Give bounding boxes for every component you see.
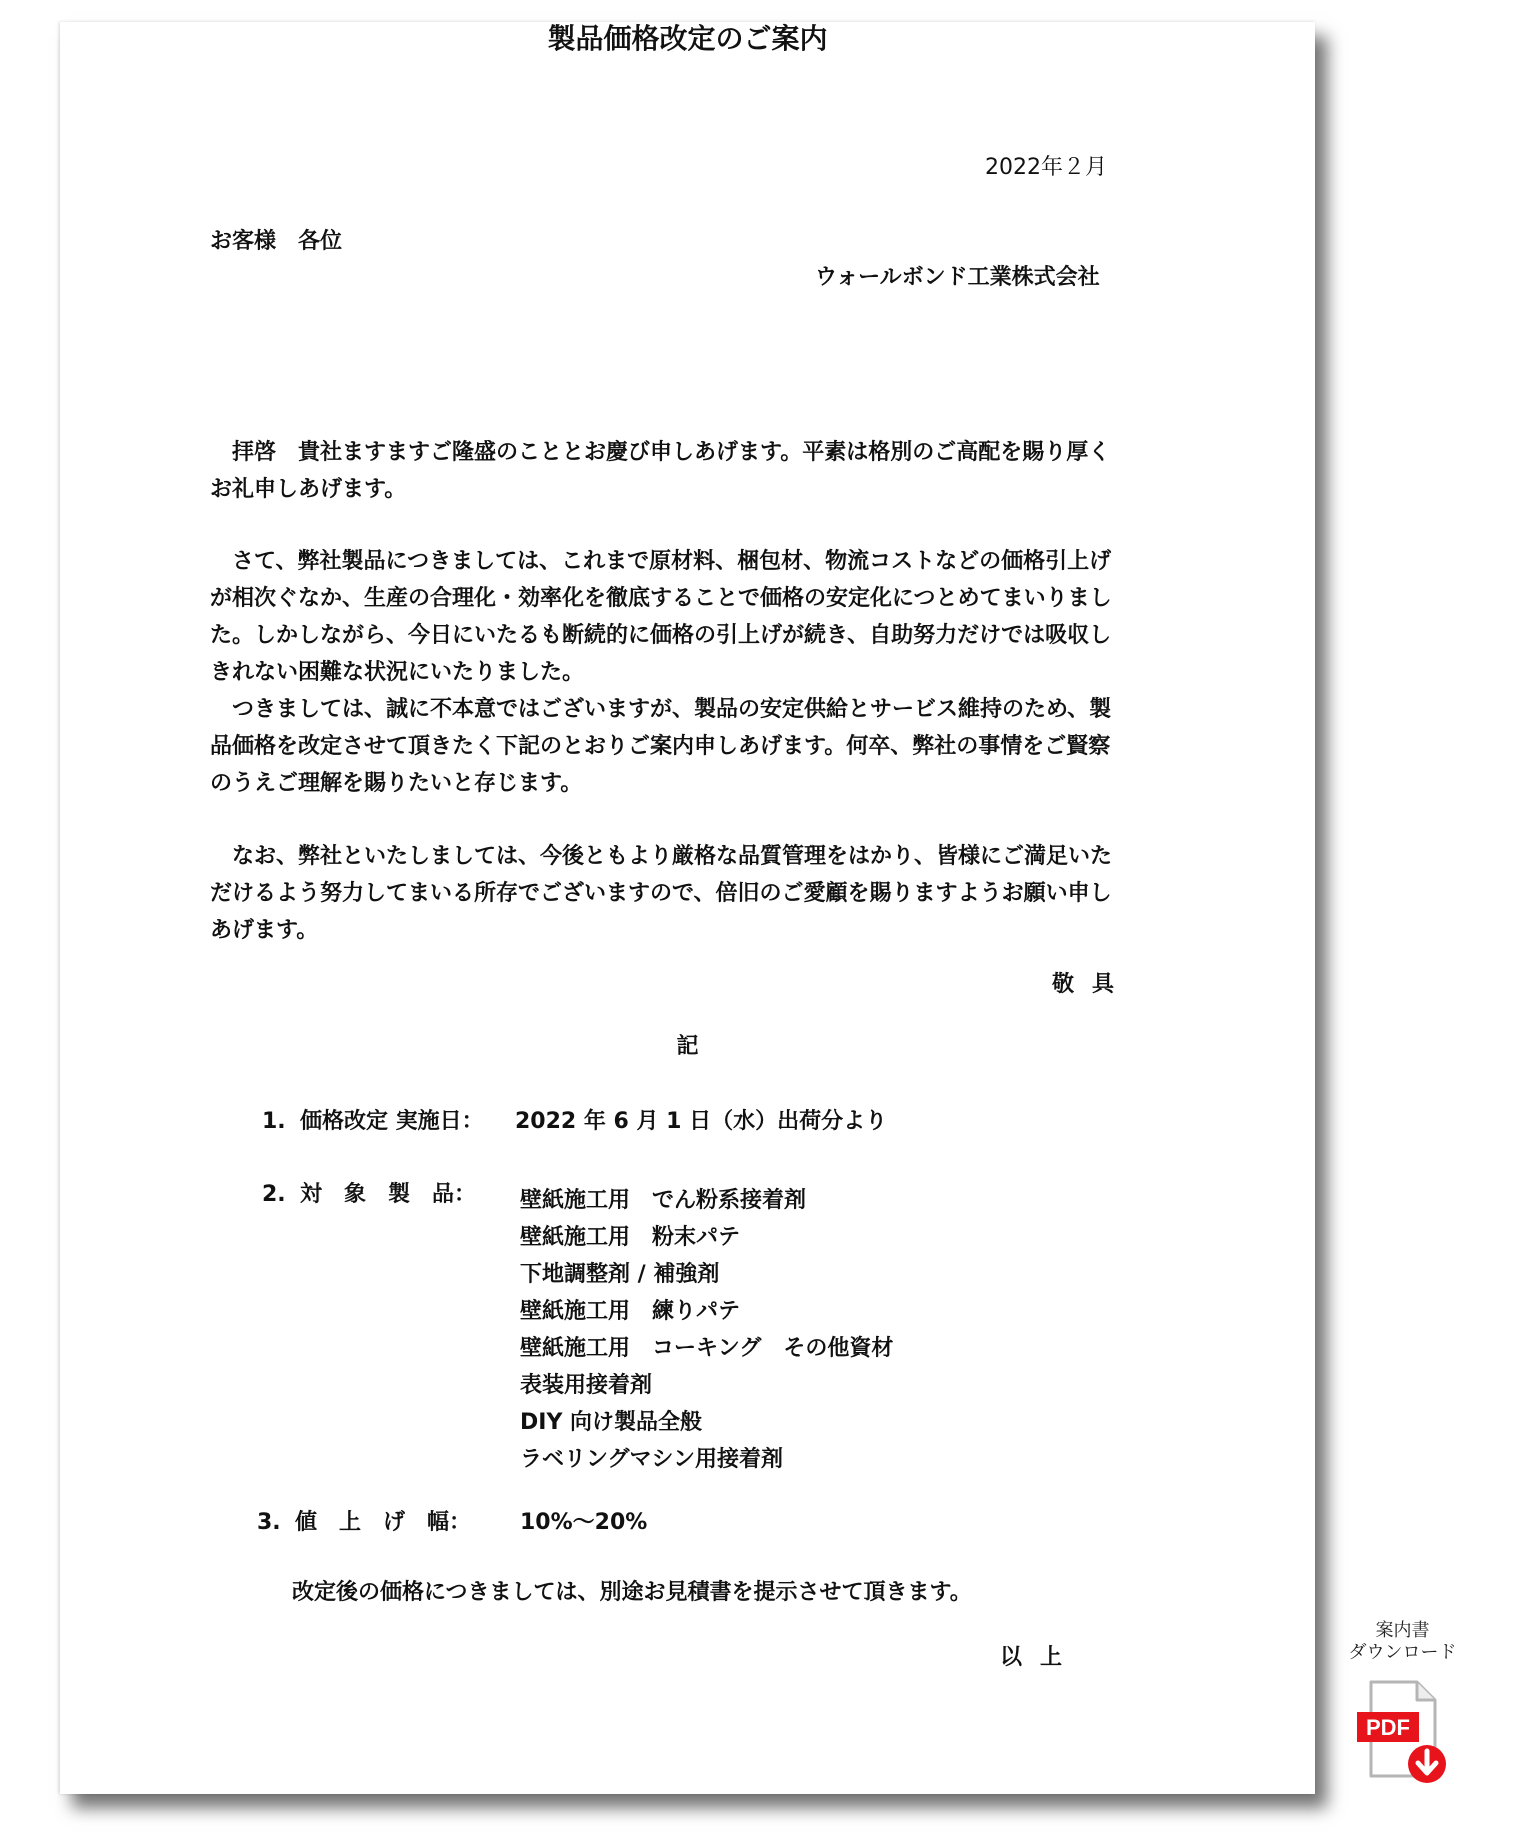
item-label-products: 対 象 製 品： [300, 1182, 477, 1207]
list-item: 下地調整剤 / 補強剤 [520, 1262, 720, 1287]
pricing-note: 改定後の価格につきましては、別途お見積書を提示させて頂きます。 [292, 1580, 972, 1605]
item-number: 2. [262, 1182, 286, 1207]
paragraph-line: 品価格を改定させて頂きたく下記のとおりご案内申しあげます。何卒、弊社の事情をご賢察 [210, 734, 1111, 759]
paragraph-line: お礼申しあげます。 [210, 477, 407, 502]
list-item: DIY 向け製品全般 [520, 1410, 703, 1435]
item-label-increase: 値 上 げ 幅： [295, 1510, 472, 1535]
paragraph-line: さて、弊社製品につきましては、これまで原材料、梱包材、物流コストなどの価格引上げ [210, 549, 1112, 574]
document-page [60, 22, 1315, 1794]
item-number: 1. [262, 1109, 286, 1134]
item-number: 3. [257, 1510, 281, 1535]
paragraph-line: が相次ぐなか、生産の合理化・効率化を徹底することで価格の安定化につとめてまいりまし [210, 586, 1112, 611]
list-item: 壁紙施工用 コーキング その他資材 [520, 1336, 894, 1361]
closing-keigu: 敬具 [1052, 972, 1133, 997]
paragraph-line: なお、弊社といたしましては、今後ともより厳格な品質管理をはかり、皆様にご満足いた [210, 844, 1113, 869]
download-label-line2: ダウンロード [1348, 1642, 1457, 1663]
pdf-download-icon[interactable] [1353, 1678, 1453, 1788]
product-list [520, 1182, 893, 1478]
paragraph-line: だけるよう努力してまいる所存でございますので、倍旧のご愛顧を賜りますようお願い申し [210, 881, 1112, 906]
paragraph-line: きれない困難な状況にいたりました。 [210, 660, 585, 685]
item-value-increase: 10%～20% [520, 1510, 648, 1535]
recipient: お客様 各位 [210, 229, 343, 254]
document-date: 2022年２月 [985, 155, 1107, 180]
item-value-date: 2022 年 6 月 1 日（水）出荷分より [515, 1109, 888, 1134]
paragraph-request [210, 691, 1170, 802]
pdf-download-link[interactable] [1340, 1620, 1465, 1788]
item-label-date: 価格改定 実施日： [300, 1109, 484, 1134]
paragraph-line: のうえご理解を賜りたいと存じます。 [210, 771, 583, 796]
closing-ijou: 以上 [1000, 1645, 1081, 1670]
paragraph-background [210, 543, 1170, 691]
pdf-icon-label: PDF [1365, 1715, 1410, 1740]
ki-heading: 記 [676, 1034, 699, 1059]
paragraph-line: た。しかしながら、今日にいたるも断続的に価格の引上げが続き、自助努力だけでは吸収し [210, 623, 1112, 648]
paragraph-line: あげます。 [210, 918, 319, 943]
paragraph-line: つきましては、誠に不本意ではございますが、製品の安定供給とサービス維持のため、製 [210, 697, 1112, 722]
list-item: 壁紙施工用 でん粉系接着剤 [520, 1188, 807, 1213]
sender-company: ウォールボンド工業株式会社 [815, 265, 1100, 290]
list-item: 壁紙施工用 粉末パテ [520, 1225, 741, 1250]
list-item: 壁紙施工用 練りパテ [520, 1299, 741, 1324]
paragraph-greeting [210, 434, 1170, 508]
list-item: ラベリングマシン用接着剤 [520, 1447, 784, 1472]
paragraph-commitment [210, 838, 1170, 949]
page-title: 製品価格改定のご案内 [547, 22, 828, 55]
paragraph-line: 拝啓 貴社ますますご隆盛のこととお慶び申しあげます。平素は格別のご高配を賜り厚く [210, 440, 1111, 465]
download-label-line1: 案内書 [1375, 1620, 1430, 1641]
list-item: 表装用接着剤 [520, 1373, 653, 1398]
